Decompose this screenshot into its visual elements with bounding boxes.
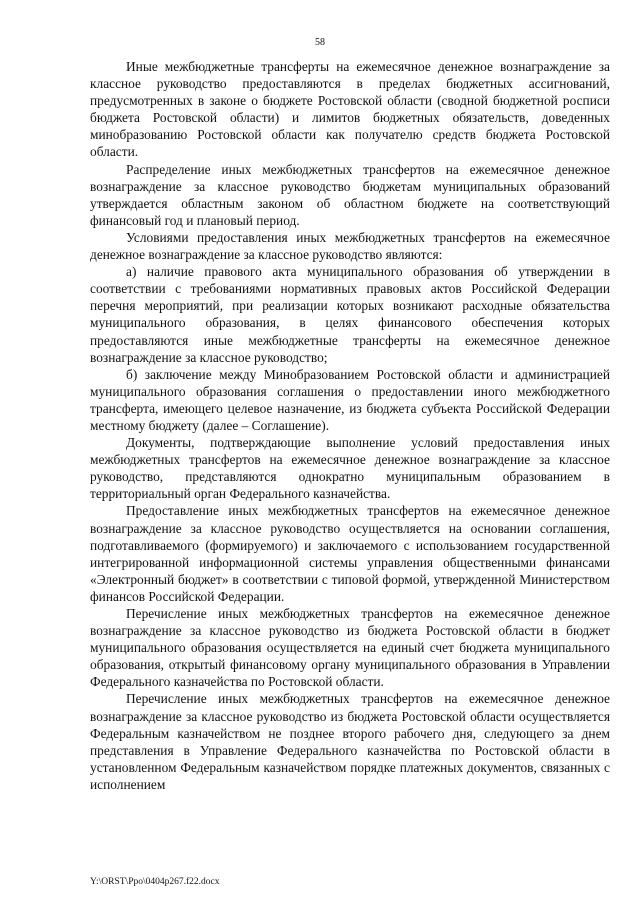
paragraph-condition-a: а) наличие правового акта муниципального образования об утверждении в соответствии с требованиями нормативных правовых актов Российской Федерации перечня мероприятий, при реализации которых возникают расходные обязательства муниципального образования, в целях финансового обеспечения которых предоставляются иные межбюджетные трансферты на ежемесячное денежное вознаграждение за классное руководство;: [90, 264, 610, 365]
paragraph-condition-b: б) заключение между Минобразованием Ростовской области и администрацией муниципального образования соглашения о предоставлении иного межбюджетного трансферта, имеющего целевое назначение, из бюджета субъекта Российской Федерации местному бюджету (далее – Соглашение).: [90, 366, 610, 433]
document-body: [90, 58, 610, 793]
paragraph-documents: Документы, подтверждающие выполнение условий предоставления иных межбюджетных трансфертов на ежемесячное денежное вознаграждение за классное руководство, представляются однократно муниципальным образованием в территориальный орган Федерального казначейства.: [90, 435, 610, 502]
paragraph-transfer-timing: Перечисление иных межбюджетных трансфертов на ежемесячное денежное вознаграждение за классное руководство из бюджета Ростовской области осуществляется Федеральным казначейством не позднее второго рабочего дня, следующего за днем представления в Управление Федерального казначейства по Ростовской области в установленном Федеральным казначейством порядке платежных документов, связанных с исполнением: [90, 691, 610, 792]
paragraph-distribution: Распределение иных межбюджетных трансфертов на ежемесячное денежное вознаграждение за классное руководство бюджетам муниципальных образований утверждается областным законом об областном бюджете на соответствующий финансовый год и плановый период.: [90, 161, 610, 228]
paragraph-transfers-limits: Иные межбюджетные трансферты на ежемесячное денежное вознаграждение за классное руководство предоставляются в пределах бюджетных ассигнований, предусмотренных в законе о бюджете Ростовской области (сводной бюджетной росписи бюджета Ростовской области) и лимитов бюджетных обязательств, доведенных минобразованию Ростовской области как получателю средств бюджета Ростовской области.: [90, 59, 610, 160]
file-path-footer: Y:\ORST\Ppo\0404p267.f22.docx: [90, 877, 220, 887]
paragraph-conditions-intro: Условиями предоставления иных межбюджетных трансфертов на ежемесячное денежное вознаграждение за классное руководство являются:: [90, 229, 610, 263]
page-number: 58: [315, 37, 325, 48]
paragraph-transfer-account: Перечисление иных межбюджетных трансфертов на ежемесячное денежное вознаграждение за классное руководство из бюджета Ростовской области в бюджет муниципального образования осуществляется на единый счет бюджета муниципального образования, открытый финансовому органу муниципального образования в Управлении Федерального казначейства по Ростовской области.: [90, 606, 610, 690]
paragraph-provision-agreement: Предоставление иных межбюджетных трансфертов на ежемесячное денежное вознаграждение за классное руководство осуществляется на основании соглашения, подготавливаемого (формируемого) и заключаемого с использованием государственной интегрированной информационной системы управления общественными финансами «Электронный бюджет» в соответствии с типовой формой, утвержденной Министерством финансов Российской Федерации.: [90, 503, 610, 604]
